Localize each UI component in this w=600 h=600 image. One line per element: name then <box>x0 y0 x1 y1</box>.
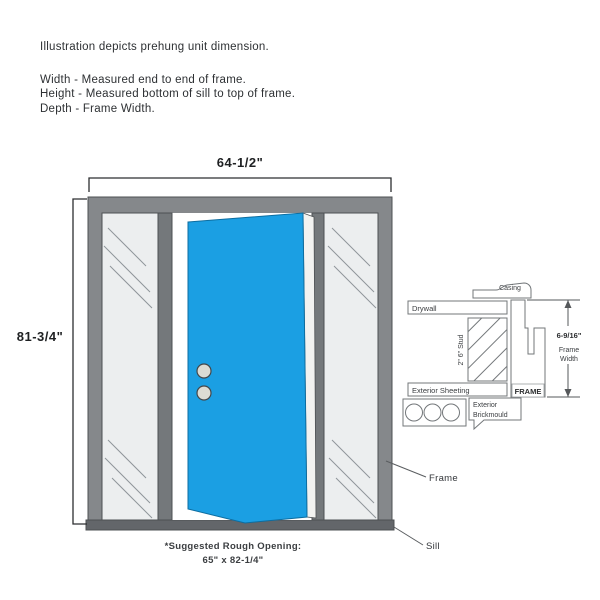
sill-callout <box>394 527 440 552</box>
brickmould-label-line1: Exterior <box>473 402 498 409</box>
frame-jamb-profile <box>511 300 545 397</box>
frame-width-dim-text: 6-9/16" <box>556 331 582 340</box>
rough-opening-line1: *Suggested Rough Opening: <box>164 541 302 552</box>
frame-cross-section <box>403 283 592 429</box>
brickmould-label-line2: Brickmould <box>473 412 508 419</box>
frame-section-label: FRAME <box>514 387 542 396</box>
brickmould-profile <box>403 399 466 426</box>
frame-width-word1: Frame <box>558 347 580 354</box>
deadbolt-knob <box>197 364 211 378</box>
width-dimension-text: 64-1/2" <box>216 155 264 170</box>
sill-label: Sill <box>426 541 440 552</box>
frame-callout <box>386 461 458 484</box>
prehung-unit <box>86 197 394 530</box>
left-mullion <box>158 213 172 520</box>
rough-opening-line2: 65" x 82-1/4" <box>202 555 264 566</box>
stud-label: 2" 6" Stud <box>458 334 465 366</box>
drywall-label: Drywall <box>412 304 437 313</box>
right-sidelight-glass <box>324 213 378 520</box>
frame-label: Frame <box>429 473 458 484</box>
depth-definition: Depth - Frame Width. <box>40 102 155 115</box>
width-definition: Width - Measured end to end of frame. <box>40 74 247 87</box>
height-dimension <box>17 199 87 524</box>
height-dimension-text: 81-3/4" <box>16 329 64 344</box>
stud-hatching <box>468 318 507 381</box>
frame-width-word2: Width <box>560 356 578 363</box>
width-dimension <box>89 155 391 192</box>
rough-opening-note <box>165 541 302 566</box>
height-definition: Height - Measured bottom of sill to top of frame. <box>40 88 296 101</box>
door-knob <box>197 386 211 400</box>
casing-label: Casing <box>499 285 521 292</box>
left-sidelight-glass <box>102 213 158 520</box>
intro-line: Illustration depicts prehung unit dimension. <box>40 41 269 53</box>
exterior-sheeting-label: Exterior Sheeting <box>412 386 470 395</box>
